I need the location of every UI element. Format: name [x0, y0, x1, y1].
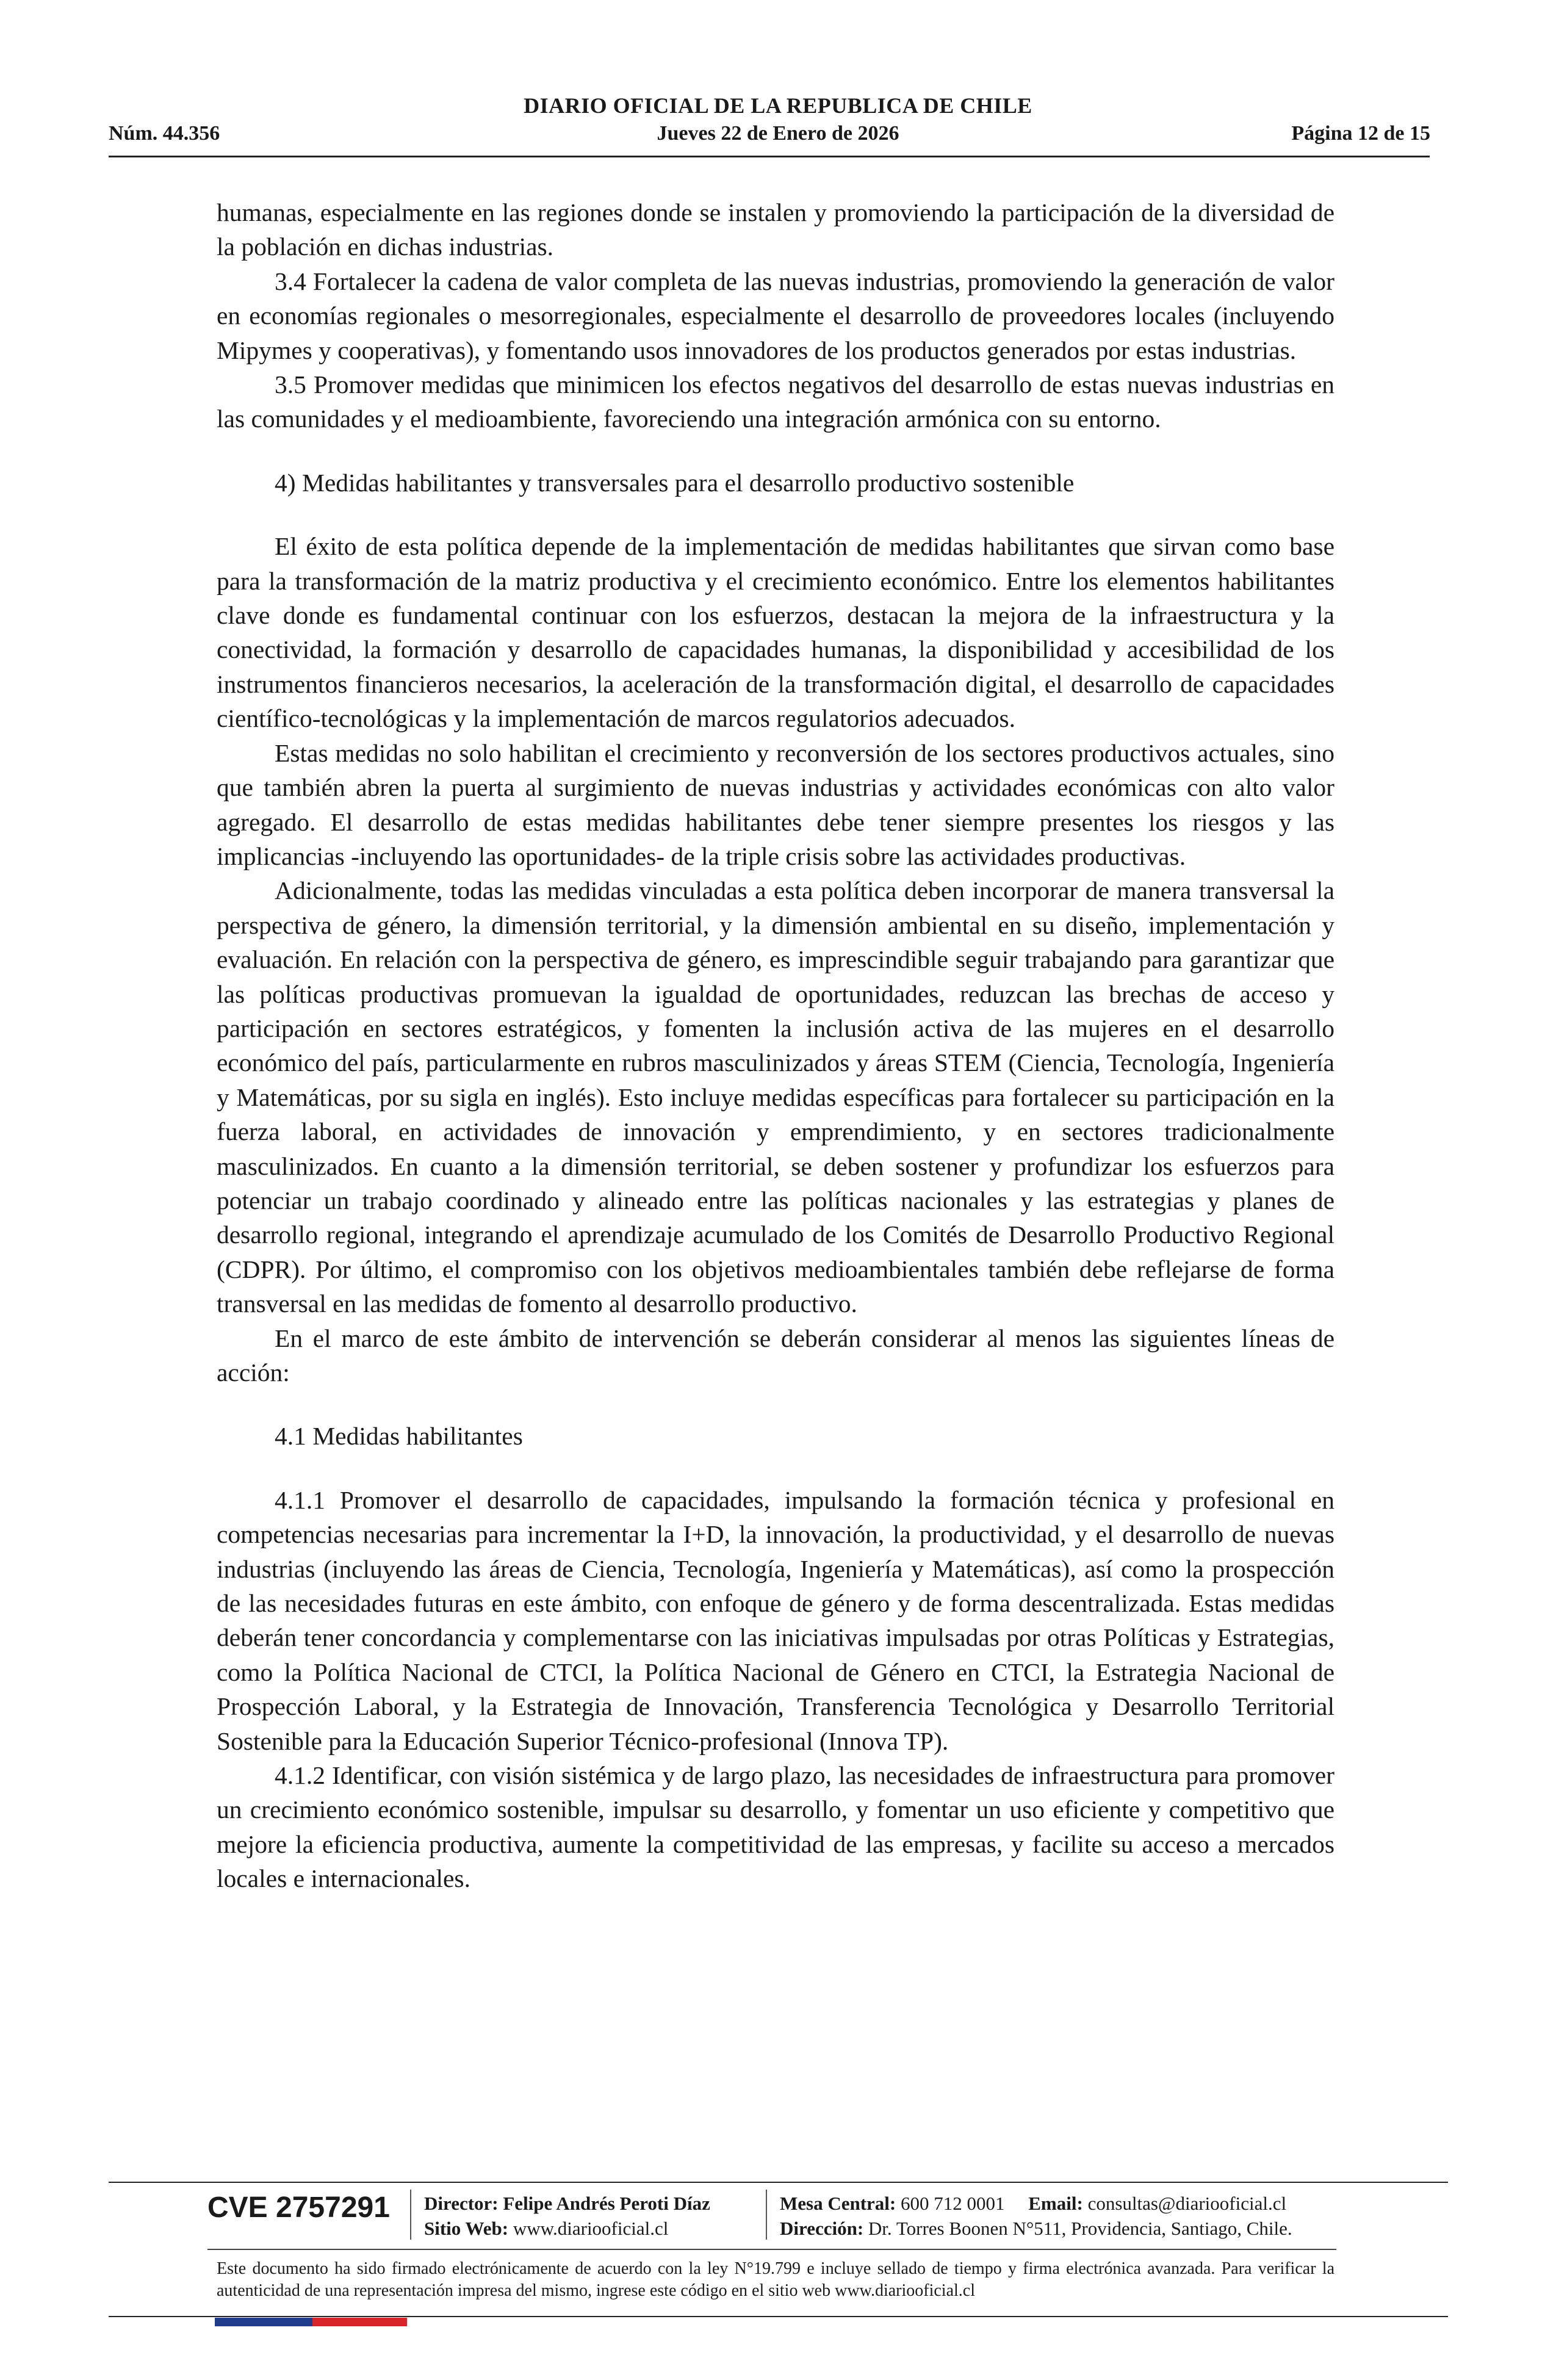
mesa-phone: 600 712 0001	[901, 2193, 1005, 2214]
paragraph: 4.1.2 Identificar, con visión sistémica y de largo plazo, las necesidades de infraestructura para promover un crecimiento económico sostenible, impulsar su desarrollo, y fomentar un uso eficiente y competitivo que mejore la eficiencia productiva, aumente la competitividad de las empresas, y facilite su acceso a mercados locales e internacionales.	[217, 1761, 1334, 1893]
paragraph: El éxito de esta política depende de la implementación de medidas habilitantes que sirvan como base para la transformación de la matriz productiva y el crecimiento económico. Entre los elementos habilitantes clave donde es fundamental continuar con los esfuerzos, destacan la mejora de la infraestructura y la conectividad, la formación y desarrollo de capacidades humanas, la disponibilidad y accesibilidad de los instrumentos financieros necesarios, la aceleración de la transformación digital, el desarrollo de capacidades científico-tecnológicas y la implementación de marcos regulatorios adecuados.	[217, 532, 1334, 733]
address-label: Dirección:	[780, 2218, 864, 2239]
flag-stripe-red	[312, 2318, 407, 2326]
paragraph: Adicionalmente, todas las medidas vinculadas a esta política deben incorporar de manera transversal la perspectiva de género, la dimensión territorial, y la dimensión ambiental en su diseño, implementación y evaluación. En relación con la perspectiva de género, es imprescindible seguir trabajando para garantizar que las políticas productivas promuevan la igualdad de oportunidades, reduzcan las brechas de acceso y participación en sectores estratégicos, y fomenten la inclusión activa de las mujeres en el desarrollo económico del país, particularmente en rubros masculinizados y áreas STEM (Ciencia, Tecnología, Ingeniería y Matemáticas, por su sigla en inglés). Esto incluye medidas específicas para fortalecer su participación en la fuerza laboral, en actividades de innovación y emprendimiento, y en sectores tradicionalmente masculinizados. En cuanto a la dimensión territorial, se deben sostener y profundizar los esfuerzos para potenciar un trabajo coordinado y alineado entre las políticas nacionales y las estrategias y planes de desarrollo regional, integrando el aprendizaje acumulado de los Comités de Desarrollo Productivo Regional (CDPR). Por último, el compromiso con los objetivos medioambientales también debe reflejarse de forma transversal en las medidas de fomento al desarrollo productivo.	[217, 876, 1334, 1318]
flag-stripe-blue	[215, 2318, 312, 2326]
footer-separator	[766, 2190, 767, 2240]
document-body	[217, 195, 1334, 1896]
footer-bottom-divider	[109, 2316, 1448, 2317]
paragraph: humanas, especialmente en las regiones donde se instalen y promoviendo la participación de la diversidad de la población en dichas industrias.	[217, 198, 1334, 261]
cve-code: CVE 2757291	[207, 2191, 390, 2224]
paragraph: 3.5 Promover medidas que minimicen los efectos negativos del desarrollo de estas nuevas industrias en las comunidades y el medioambiente, favoreciendo una integración armónica con su entorno.	[217, 370, 1334, 433]
footer-divider	[109, 2182, 1448, 2183]
footer-inner-divider	[207, 2249, 1336, 2250]
section-heading: 4) Medidas habilitantes y transversales para el desarrollo productivo sostenible	[275, 468, 1075, 497]
page-number: Página 12 de 15	[1291, 122, 1430, 145]
site-link[interactable]: www.diariooficial.cl	[513, 2218, 669, 2239]
signature-note: Este documento ha sido firmado electrónicamente de acuerdo con la ley N°19.799 e incluye sellado de tiempo y firma electrónica avanzada. Para verificar la autenticidad de una representación impresa del mismo, ingrese este código en el sitio web www.diariooficial.cl	[217, 2259, 1334, 2300]
director-label: Director:	[424, 2193, 499, 2214]
subsection-heading: 4.1 Medidas habilitantes	[275, 1422, 523, 1451]
email-label: Email:	[1028, 2193, 1083, 2214]
paragraph: En el marco de este ámbito de intervención se deberán considerar al menos las siguientes líneas de acción:	[217, 1324, 1334, 1387]
paragraph: Estas medidas no solo habilitan el crecimiento y reconversión de los sectores productivos actuales, sino que también abren la puerta al surgimiento de nuevas industrias y actividades económicas con alto valor agregado. El desarrollo de estas medidas habilitantes debe tener siempre presentes los riesgos y las implicancias -incluyendo las oportunidades- de la triple crisis sobre las actividades productivas.	[217, 738, 1334, 870]
footer-separator	[410, 2190, 411, 2240]
director-name: Felipe Andrés Peroti Díaz	[503, 2193, 710, 2214]
address: Dr. Torres Boonen N°511, Providencia, Santiago, Chile.	[868, 2218, 1292, 2239]
issue-number: Núm. 44.356	[109, 122, 220, 145]
footer-director-block	[424, 2191, 710, 2241]
footer-contact-block	[780, 2191, 1292, 2241]
paragraph: 4.1.1 Promover el desarrollo de capacidades, impulsando la formación técnica y profesional en competencias necesarias para incrementar la I+D, la innovación, la productividad, y el desarrollo de nuevas industrias (incluyendo las áreas de Ciencia, Tecnología, Ingeniería y Matemáticas), así como la prospección de las necesidades futuras en este ámbito, con enfoque de género y de forma descentralizada. Estas medidas deberán tener concordancia y complementarse con las iniciativas impulsadas por otras Políticas y Estrategias, como la Política Nacional de CTCI, la Política Nacional de Género en CTCI, la Estrategia Nacional de Prospección Laboral, y la Estrategia de Innovación, Transferencia Tecnológica y Desarrollo Territorial Sostenible para la Educación Superior Técnico-profesional (Innova TP).	[217, 1485, 1334, 1755]
email-link[interactable]: consultas@diariooficial.cl	[1087, 2193, 1287, 2214]
journal-title: DIARIO OFICIAL DE LA REPUBLICA DE CHILE	[524, 93, 1032, 118]
issue-date: Jueves 22 de Enero de 2026	[657, 122, 899, 145]
header-divider	[109, 156, 1430, 157]
site-label: Sitio Web:	[424, 2218, 509, 2239]
paragraph: 3.4 Fortalecer la cadena de valor completa de las nuevas industrias, promoviendo la generación de valor en economías regionales o mesorregionales, especialmente el desarrollo de proveedores locales (incluyendo Mipymes y cooperativas), y fomentando usos innovadores de los productos generados por estas industrias.	[217, 267, 1334, 364]
mesa-label: Mesa Central:	[780, 2193, 896, 2214]
